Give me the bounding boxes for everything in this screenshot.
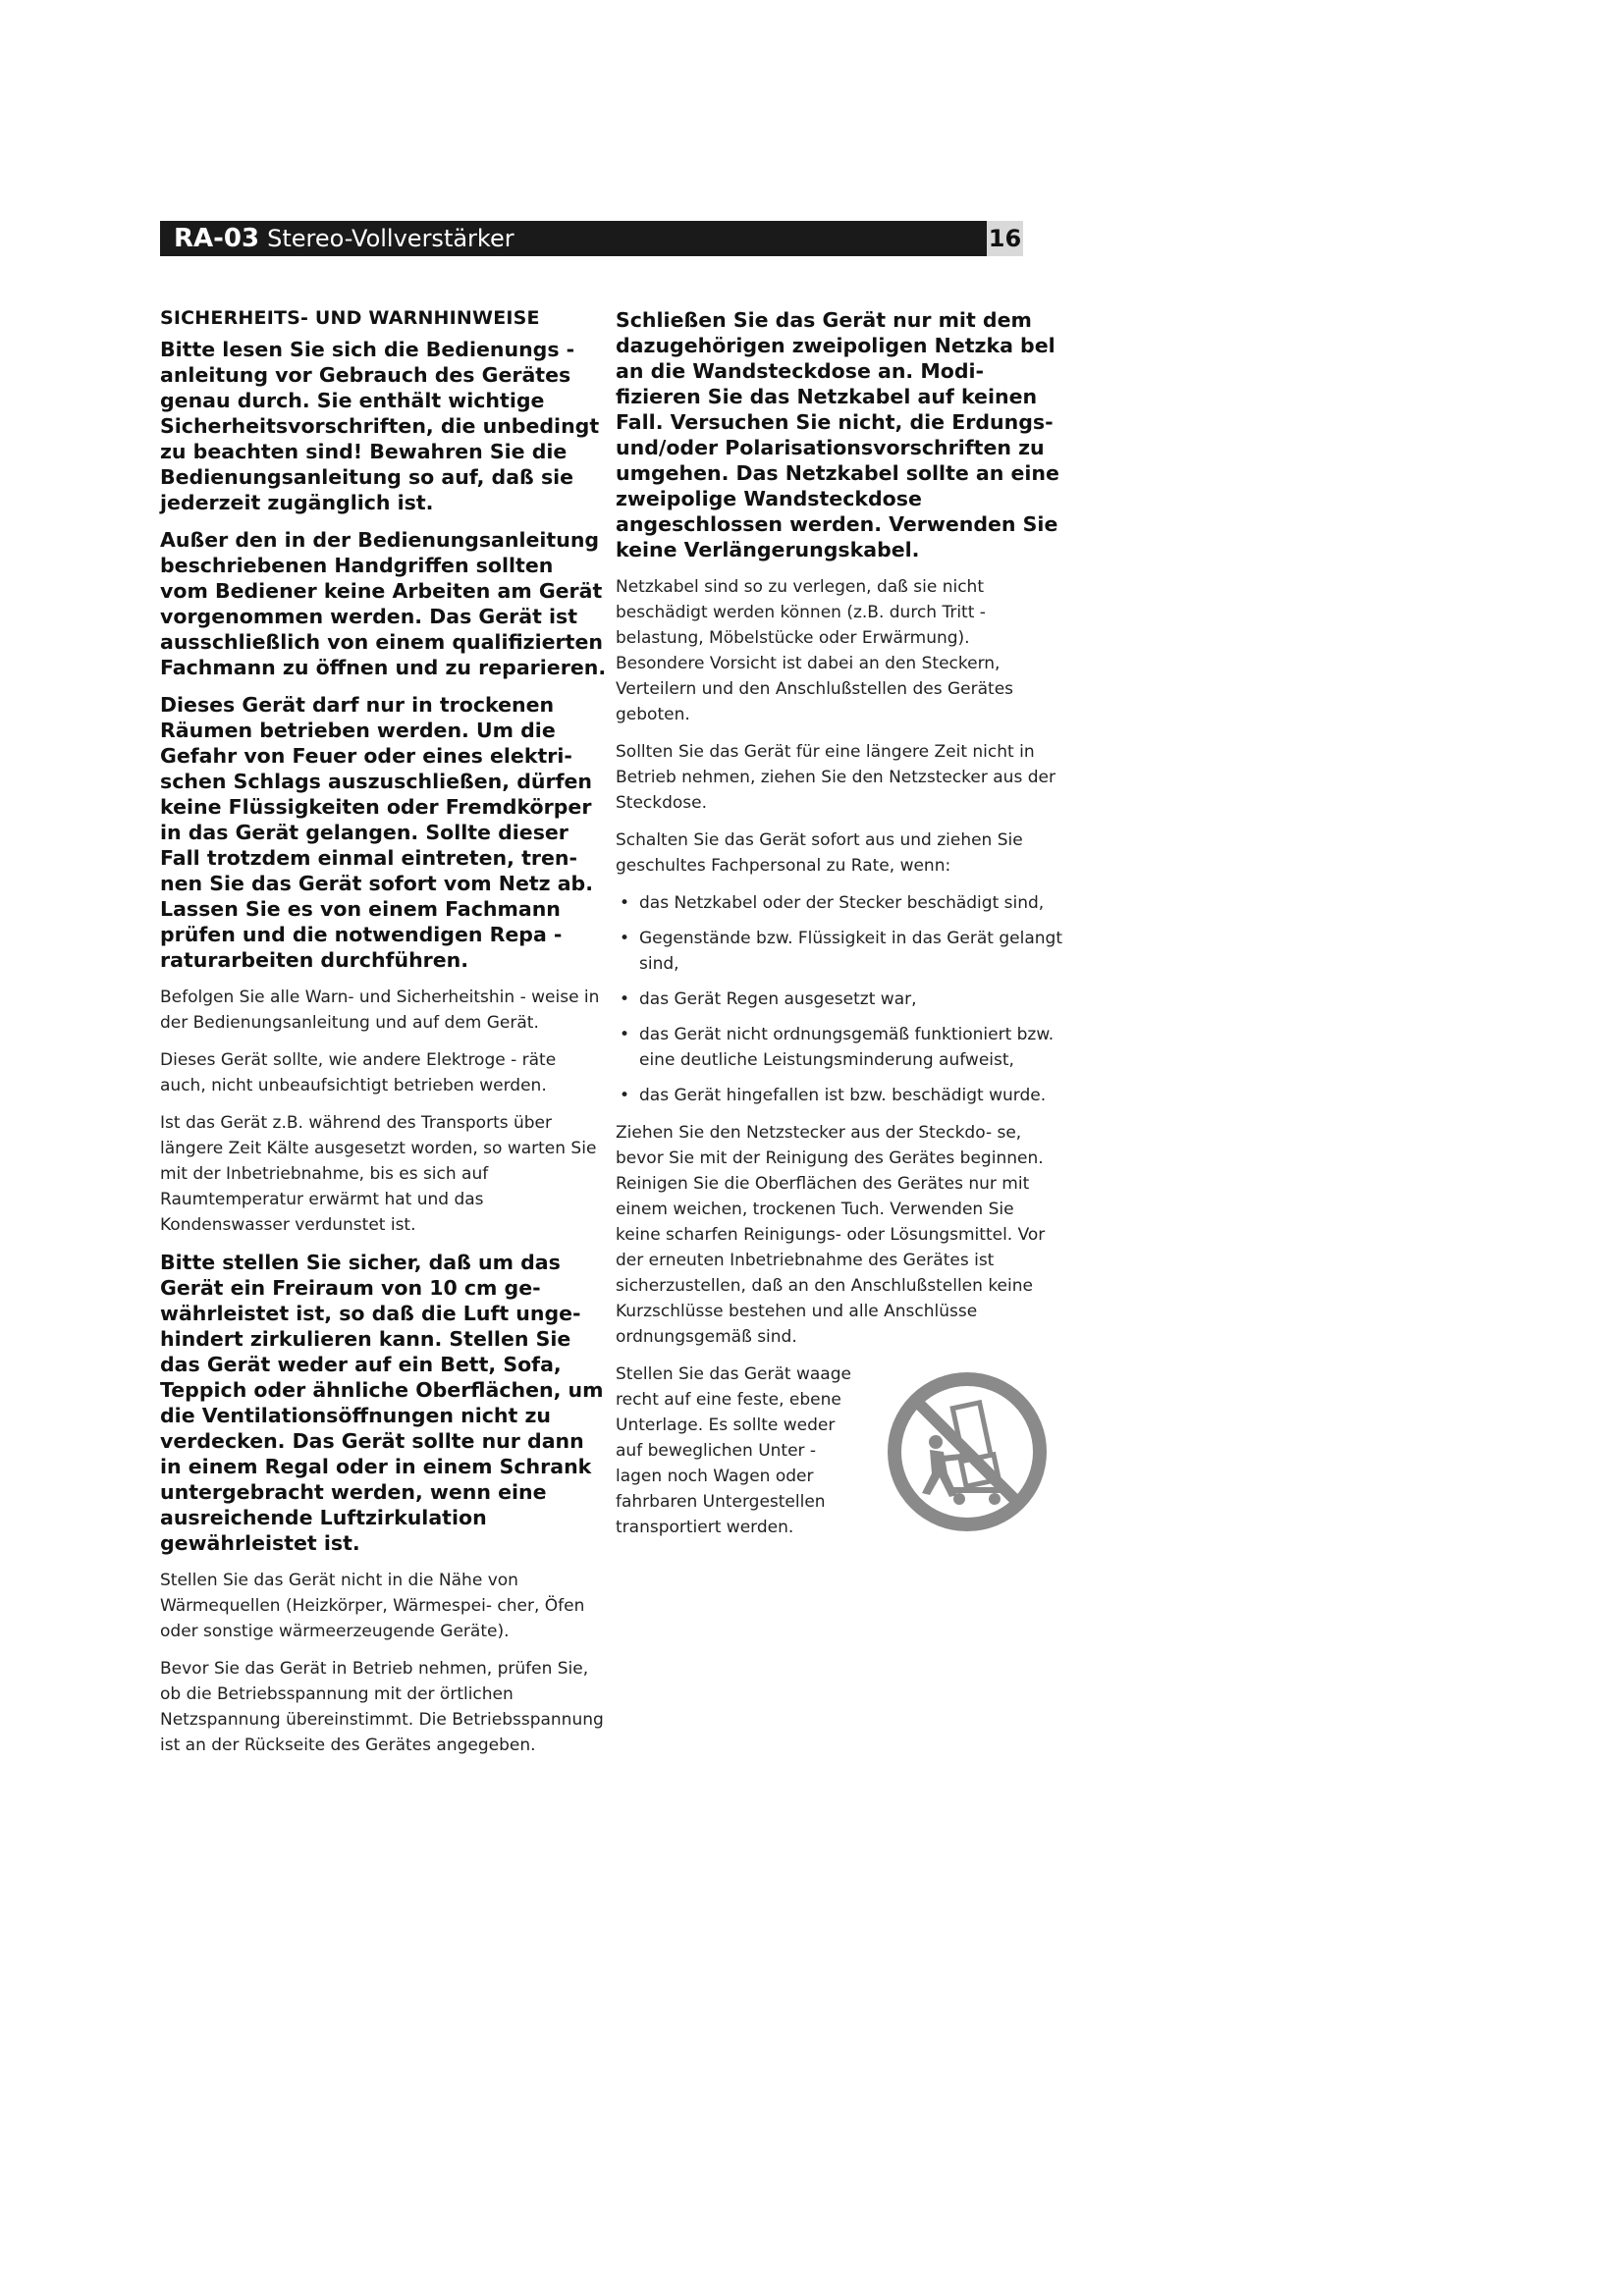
paragraph: Ist das Gerät z.B. während des Transports über längere Zeit Kälte ausgesetzt worden, so warten Sie mit der Inbetriebnahme, bis es sich auf Raumtemperatur erwärmt hat und das Kondenswasser verdunstet ist. xyxy=(160,1113,597,1235)
paragraph: Dieses Gerät sollte, wie andere Elektroge - räte auch, nicht unbeaufsichtigt betrieben werden. xyxy=(160,1050,557,1095)
bold-paragraph: Schließen Sie das Gerät nur mit dem dazugehörigen zweipoligen Netzka bel an die Wandsteckdose an. Modi- fizieren Sie das Netzkabel auf keinen Fall. Versuchen Sie nicht, die Erdungs- und/oder Polarisationsvorschriften zu umgehen. Das Netzkabel sollte an eine zweipolige Wandsteckdose angeschlossen werden. Verwenden Sie keine Verlängerungskabel. xyxy=(616,308,1059,561)
paragraph: Befolgen Sie alle Warn- und Sicherheitshin - weise in der Bedienungsanleitung und auf dem Gerät. xyxy=(160,988,600,1033)
model-name: RA-03 xyxy=(174,224,260,253)
placement-block xyxy=(616,1362,1062,1540)
left-column xyxy=(160,307,607,1770)
paragraph: Bevor Sie das Gerät in Betrieb nehmen, prüfen Sie, ob die Betriebsspannung mit der örtlichen Netzspannung übereinstimmt. Die Betriebsspannung ist an der Rückseite des Gerätes angegeben. xyxy=(160,1659,604,1755)
page-number: 16 xyxy=(987,221,1023,256)
paragraph: Netzkabel sind so zu verlegen, daß sie nicht beschädigt werden können (z.B. durch Tritt - belastung, Möbelstücke oder Erwärmung). Besondere Vorsicht ist dabei an den Steckern, Verteilern und den Anschlußstellen des Gerätes geboten. xyxy=(616,577,1014,724)
bold-paragraph: Außer den in der Bedienungsanleitung beschriebenen Handgriffen sollten vom Bediener keine Arbeiten am Gerät vorgenommen werden. Das Gerät ist ausschließlich von einem qualifizierten Fachmann zu öffnen und zu reparieren. xyxy=(160,528,607,679)
document-title: Stereo-Vollverstärker xyxy=(267,225,514,252)
list-item: • das Gerät Regen ausgesetzt war, xyxy=(616,987,1062,1012)
list-item: • Gegenstände bzw. Flüssigkeit in das Gerät gelangt sind, xyxy=(616,926,1062,977)
list-item: • das Netzkabel oder der Stecker beschädigt sind, xyxy=(616,890,1062,916)
bold-paragraph: Dieses Gerät darf nur in trockenen Räumen betrieben werden. Um die Gefahr von Feuer oder eines elektri- schen Schlags auszuschließen, dürfen keine Flüssigkeiten oder Fremdkörper in das Gerät gelangen. Sollte dieser Fall trotzdem einmal eintreten, tren- nen Sie das Gerät sofort vom Netz ab. Lassen Sie es von einem Fachmann prüfen und die notwendigen Repa - raturarbeiten durchführen. xyxy=(160,693,594,972)
condition-list xyxy=(616,890,1062,1108)
list-item: • das Gerät nicht ordnungsgemäß funktioniert bzw. eine deutliche Leistungsminderung aufweist, xyxy=(616,1022,1062,1073)
paragraph: Stellen Sie das Gerät waage recht auf eine feste, ebene Unterlage. Es sollte weder auf beweglichen Unter - lagen noch Wagen oder fahrbaren Untergestellen transportiert werden. xyxy=(616,1364,851,1537)
paragraph: Schalten Sie das Gerät sofort aus und ziehen Sie geschultes Fachpersonal zu Rate, wenn: xyxy=(616,830,1023,876)
paragraph: Ziehen Sie den Netzstecker aus der Steckdo- se, bevor Sie mit der Reinigung des Gerätes beginnen. Reinigen Sie die Oberflächen des Gerätes nur mit einem weichen, trockenen Tuch. Verwenden Sie keine scharfen Reinigungs- oder Lösungsmittel. Vor der erneuten Inbetriebnahme des Gerätes ist sicherzustellen, daß an den Anschlußstellen keine Kurzschlüsse bestehen und alle Anschlüsse ordnungsgemäß sind. xyxy=(616,1123,1046,1347)
bold-paragraph: Bitte lesen Sie sich die Bedienungs - anleitung vor Gebrauch des Gerätes genau durch. Sie enthält wichtige Sicherheitsvorschriften, die unbedingt zu beachten sind! Bewahren Sie die Bedienungsanleitung so auf, daß sie jederzeit zugänglich ist. xyxy=(160,338,600,514)
list-item: • das Gerät hingefallen ist bzw. beschädigt wurde. xyxy=(616,1083,1062,1108)
paragraph: Sollten Sie das Gerät für eine längere Zeit nicht in Betrieb nehmen, ziehen Sie den Netzstecker aus der Steckdose. xyxy=(616,742,1056,813)
section-heading: SICHERHEITS- UND WARNHINWEISE xyxy=(160,307,540,329)
paragraph: Stellen Sie das Gerät nicht in die Nähe von Wärmequellen (Heizkörper, Wärmespei- cher, Öfen oder sonstige wärmeerzeugende Geräte). xyxy=(160,1571,585,1641)
no-cart-tipover-warning-icon xyxy=(887,1371,1048,1532)
bold-paragraph: Bitte stellen Sie sicher, daß um das Gerät ein Freiraum von 10 cm ge- währleistet ist, so daß die Luft unge- hindert zirkulieren kann. Stellen Sie das Gerät weder auf ein Bett, Sofa, Teppich oder ähnliche Oberflächen, um die Ventilationsöffnungen nicht zu verdecken. Das Gerät sollte nur dann in einem Regal oder in einem Schrank untergebracht werden, wenn eine ausreichende Luftzirkulation gewährleistet ist. xyxy=(160,1251,604,1555)
header-bar xyxy=(160,221,987,256)
right-column xyxy=(616,307,1062,1540)
